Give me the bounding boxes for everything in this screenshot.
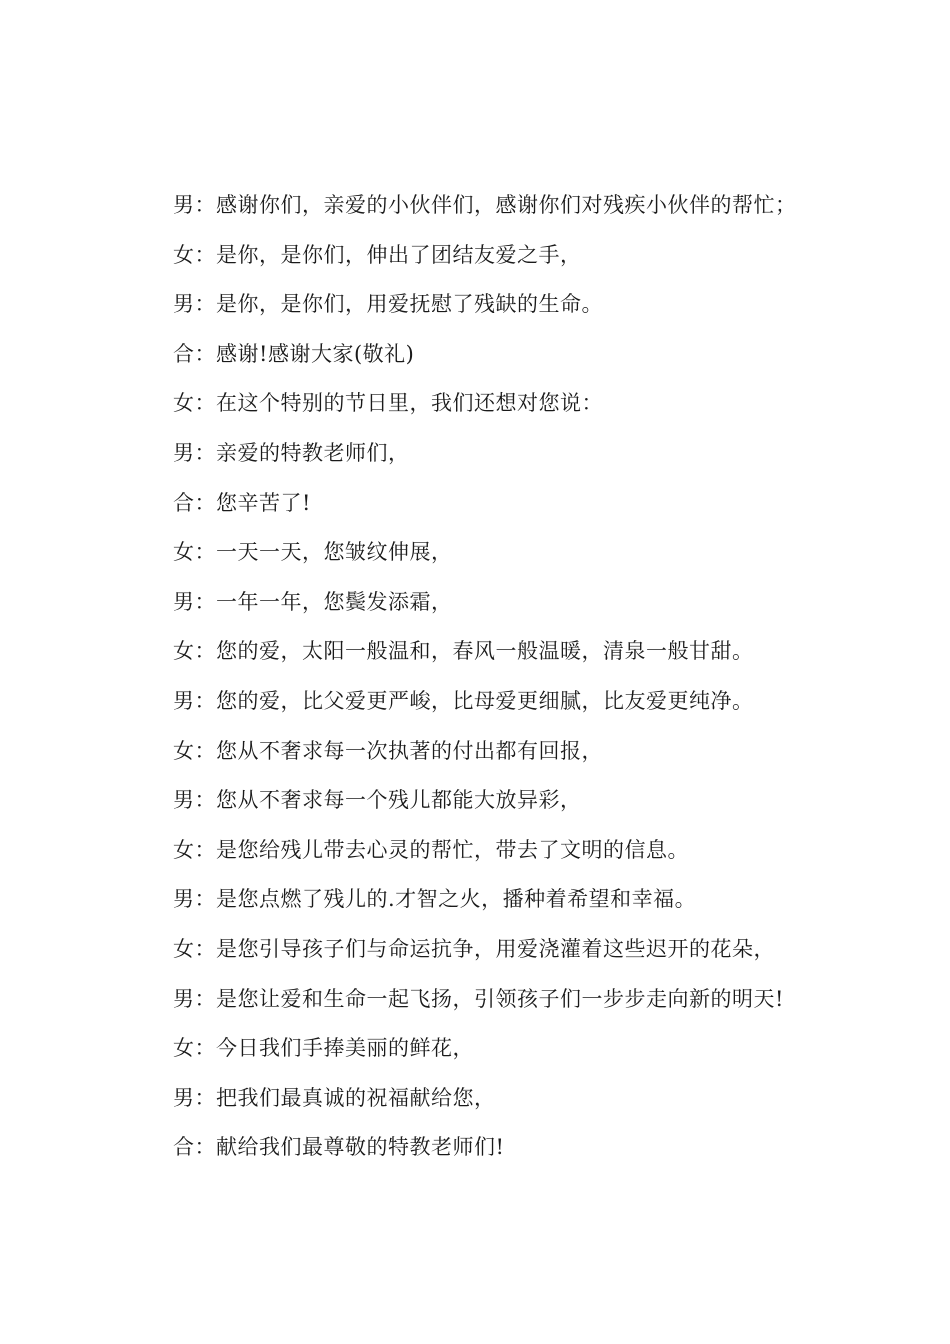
dialogue-line: 男：是你，是你们，用爱抚慰了残缺的生命。 — [173, 292, 603, 317]
dialogue-line: 合：感谢!感谢大家(敬礼) — [173, 341, 415, 366]
dialogue-line: 合：您辛苦了! — [173, 490, 311, 515]
dialogue-line: 男：把我们最真诚的祝福献给您， — [173, 1085, 496, 1110]
dialogue-line: 女：是您给残儿带去心灵的帮忙，带去了文明的信息。 — [173, 837, 689, 862]
dialogue-line: 女：一天一天，您皱纹伸展， — [173, 540, 453, 565]
dialogue-line: 男：您的爱，比父爱更严峻，比母爱更细腻，比友爱更纯净。 — [173, 688, 754, 713]
dialogue-line: 女：是您引导孩子们与命运抗争，用爱浇灌着这些迟开的花朵， — [173, 936, 775, 961]
dialogue-line: 男：您从不奢求每一个残儿都能大放异彩， — [173, 788, 582, 813]
dialogue-line: 女：在这个特别的节日里，我们还想对您说： — [173, 391, 603, 416]
dialogue-lines — [173, 188, 873, 1180]
dialogue-line: 男：是您让爱和生命一起飞扬，引领孩子们一步步走向新的明天! — [173, 986, 784, 1011]
dialogue-line: 男：一年一年，您鬓发添霜， — [173, 589, 453, 614]
dialogue-line: 女：今日我们手捧美丽的鲜花， — [173, 1036, 474, 1061]
dialogue-line: 合：献给我们最尊敬的特教老师们! — [173, 1135, 505, 1160]
dialogue-line: 男：是您点燃了残儿的.才智之火，播种着希望和幸福。 — [173, 887, 697, 912]
dialogue-line: 女：是你，是你们，伸出了团结友爱之手， — [173, 242, 582, 267]
dialogue-line: 女：您从不奢求每一次执著的付出都有回报， — [173, 738, 603, 763]
dialogue-line: 男：亲爱的特教老师们， — [173, 440, 410, 465]
dialogue-line: 女：您的爱，太阳一般温和，春风一般温暖，清泉一般甘甜。 — [173, 639, 754, 664]
dialogue-line: 男：感谢你们，亲爱的小伙伴们，感谢你们对残疾小伙伴的帮忙； — [173, 193, 797, 217]
